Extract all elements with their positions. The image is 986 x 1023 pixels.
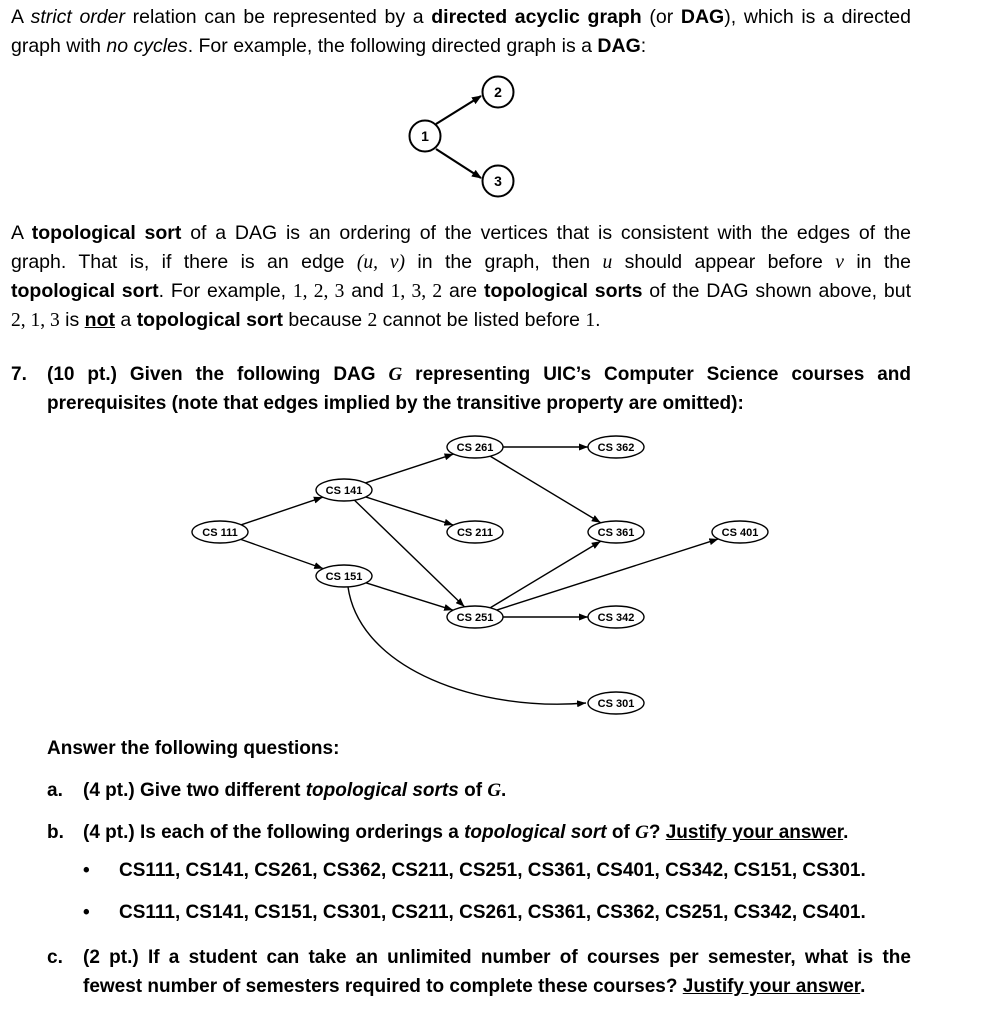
term-topological-sort: topological sort xyxy=(31,222,182,244)
term-topological-sorts: topological sorts xyxy=(305,780,459,801)
question-7-body xyxy=(47,360,911,418)
term-no-cycles: no cycles xyxy=(106,35,188,57)
text: graph. That is, if there is an edge xyxy=(11,251,357,273)
text: should appear before xyxy=(612,251,836,273)
text: (4 pt.) Give two different xyxy=(83,780,306,801)
question-b-text xyxy=(83,818,848,847)
node-cs301 xyxy=(588,692,644,714)
edge-cs111-cs151 xyxy=(241,539,323,568)
text: of xyxy=(458,780,488,801)
math-number: 2 xyxy=(367,310,378,331)
question-7 xyxy=(11,360,911,418)
edge-1-2 xyxy=(436,96,481,124)
node-label: CS 261 xyxy=(456,442,494,454)
ordering-text: CS111, CS141, CS151, CS301, CS211, CS261, CS361, CS362, CS251, CS342, CS401. xyxy=(119,902,866,923)
math-sequence: 2, 1, 3 xyxy=(11,310,60,331)
node-label: CS 362 xyxy=(597,442,635,454)
term-topological-sort: topological sort xyxy=(136,309,283,331)
item-label: a. xyxy=(47,780,63,801)
node-label: CS 361 xyxy=(597,527,635,539)
edge-cs141-cs211 xyxy=(366,497,454,525)
topo-paragraph xyxy=(11,219,911,335)
q7-line-1 xyxy=(47,360,911,389)
nodes xyxy=(192,436,768,714)
math-G: G xyxy=(388,364,403,385)
text: : xyxy=(640,35,647,57)
edge-cs151-cs251 xyxy=(366,583,453,610)
text: are xyxy=(442,280,484,302)
text: . xyxy=(595,309,601,331)
text: . For example, xyxy=(158,280,293,302)
edge-1-3 xyxy=(436,149,481,178)
answer-heading: Answer the following questions: xyxy=(47,738,340,759)
term-topological-sort: topological sort xyxy=(464,822,607,843)
text: (or xyxy=(641,6,681,28)
edges xyxy=(241,447,719,704)
text: representing UIC’s Computer Science courses and xyxy=(402,364,911,385)
node-cs211 xyxy=(447,521,503,543)
text: and xyxy=(344,280,391,302)
text: is xyxy=(59,309,85,331)
text: graph with xyxy=(11,35,107,57)
node-label: CS 342 xyxy=(597,612,635,624)
text: (4 pt.) Is each of the following orderings a xyxy=(83,822,465,843)
bullet-icon: • xyxy=(83,860,90,881)
node-cs151 xyxy=(316,565,372,587)
text: relation can be represented by a xyxy=(124,6,432,28)
text: because xyxy=(282,309,368,331)
node-cs111 xyxy=(192,521,248,543)
topo-line-1 xyxy=(11,219,911,248)
node-cs362 xyxy=(588,436,644,458)
text: a xyxy=(115,309,137,331)
item-label: c. xyxy=(47,947,63,968)
item-label: b. xyxy=(47,822,64,843)
term-dag-abbr: DAG xyxy=(597,35,641,57)
edge-cs111-cs141 xyxy=(241,497,323,525)
emphasis-not: not xyxy=(84,309,115,331)
topo-line-3 xyxy=(11,277,911,306)
term-topological-sort: topological sort xyxy=(11,280,159,302)
question-a-text xyxy=(83,776,506,805)
text: in the graph, then xyxy=(405,251,603,273)
text: . For example, the following directed graph is a xyxy=(187,35,598,57)
term-strict-order: strict order xyxy=(30,6,125,28)
node-label: CS 111 xyxy=(202,527,238,539)
node-label: CS 141 xyxy=(325,485,363,497)
intro-line-1 xyxy=(11,3,911,32)
justify-your-answer: Justify your answer xyxy=(665,822,844,843)
text: . xyxy=(501,780,507,801)
text: in the xyxy=(843,251,911,273)
node-cs261 xyxy=(447,436,503,458)
node-label-3: 3 xyxy=(494,173,502,189)
edge-cs151-cs301 xyxy=(348,587,586,704)
node-cs361 xyxy=(588,521,644,543)
edge-cs141-cs251 xyxy=(355,500,465,607)
node-cs401 xyxy=(712,521,768,543)
node-label: CS 251 xyxy=(456,612,494,624)
q7-line-2: prerequisites (note that edges implied by the transitive property are omitted): xyxy=(47,393,744,414)
topo-line-4 xyxy=(11,306,911,335)
math-sequence: 1, 2, 3 xyxy=(292,281,345,302)
question-c-line-2 xyxy=(83,972,911,1001)
text: . xyxy=(843,822,849,843)
node-label: CS 401 xyxy=(721,527,759,539)
node-label-1: 1 xyxy=(421,128,429,144)
course-dag-diagram xyxy=(180,430,780,720)
ordering-text: CS111, CS141, CS261, CS362, CS211, CS251, CS361, CS401, CS342, CS151, CS301. xyxy=(119,860,866,881)
math-u: u xyxy=(602,252,613,273)
math-v: v xyxy=(835,252,844,273)
term-dag-abbr: DAG xyxy=(680,6,725,28)
node-label: CS 301 xyxy=(597,698,635,710)
node-cs342 xyxy=(588,606,644,628)
node-label-2: 2 xyxy=(494,84,502,100)
text: (10 pt.) Given the following DAG xyxy=(47,364,389,385)
bullet-icon: • xyxy=(83,902,90,923)
edge-cs251-cs401 xyxy=(497,539,719,610)
math-edge-uv: (u, v) xyxy=(356,252,406,273)
text: cannot be listed before xyxy=(377,309,586,331)
text: ? xyxy=(648,822,666,843)
text: A xyxy=(11,6,31,28)
text: fewest number of semesters required to complete these courses? xyxy=(83,976,683,997)
node-cs251 xyxy=(447,606,503,628)
text: ), which is a directed xyxy=(724,6,911,28)
intro-paragraph xyxy=(11,3,911,61)
math-sequence: 1, 3, 2 xyxy=(390,281,443,302)
term-topological-sorts: topological sorts xyxy=(483,280,643,302)
math-G: G xyxy=(635,822,649,843)
justify-your-answer: Justify your answer xyxy=(682,976,861,997)
text: of xyxy=(606,822,636,843)
question-c-text xyxy=(83,943,911,1001)
topo-line-2 xyxy=(11,248,911,277)
term-dag: directed acyclic graph xyxy=(431,6,642,28)
question-number: 7. xyxy=(11,364,27,385)
node-cs141 xyxy=(316,479,372,501)
text: of the DAG shown above, but xyxy=(642,280,912,302)
edge-cs251-cs361 xyxy=(490,541,600,608)
text: of a DAG is an ordering of the vertices that is consistent with the edges of the xyxy=(181,222,912,244)
small-dag-diagram xyxy=(395,70,530,200)
question-c-line-1: (2 pt.) If a student can take an unlimited number of courses per semester, what is the xyxy=(83,947,911,968)
text: . xyxy=(860,976,866,997)
node-label: CS 211 xyxy=(456,527,494,539)
text: A xyxy=(11,222,32,244)
edge-cs261-cs361 xyxy=(490,456,600,523)
math-G: G xyxy=(487,780,502,801)
math-number: 1 xyxy=(585,310,596,331)
node-label: CS 151 xyxy=(325,571,363,583)
intro-line-2 xyxy=(11,32,911,61)
edge-cs141-cs261 xyxy=(365,454,453,483)
